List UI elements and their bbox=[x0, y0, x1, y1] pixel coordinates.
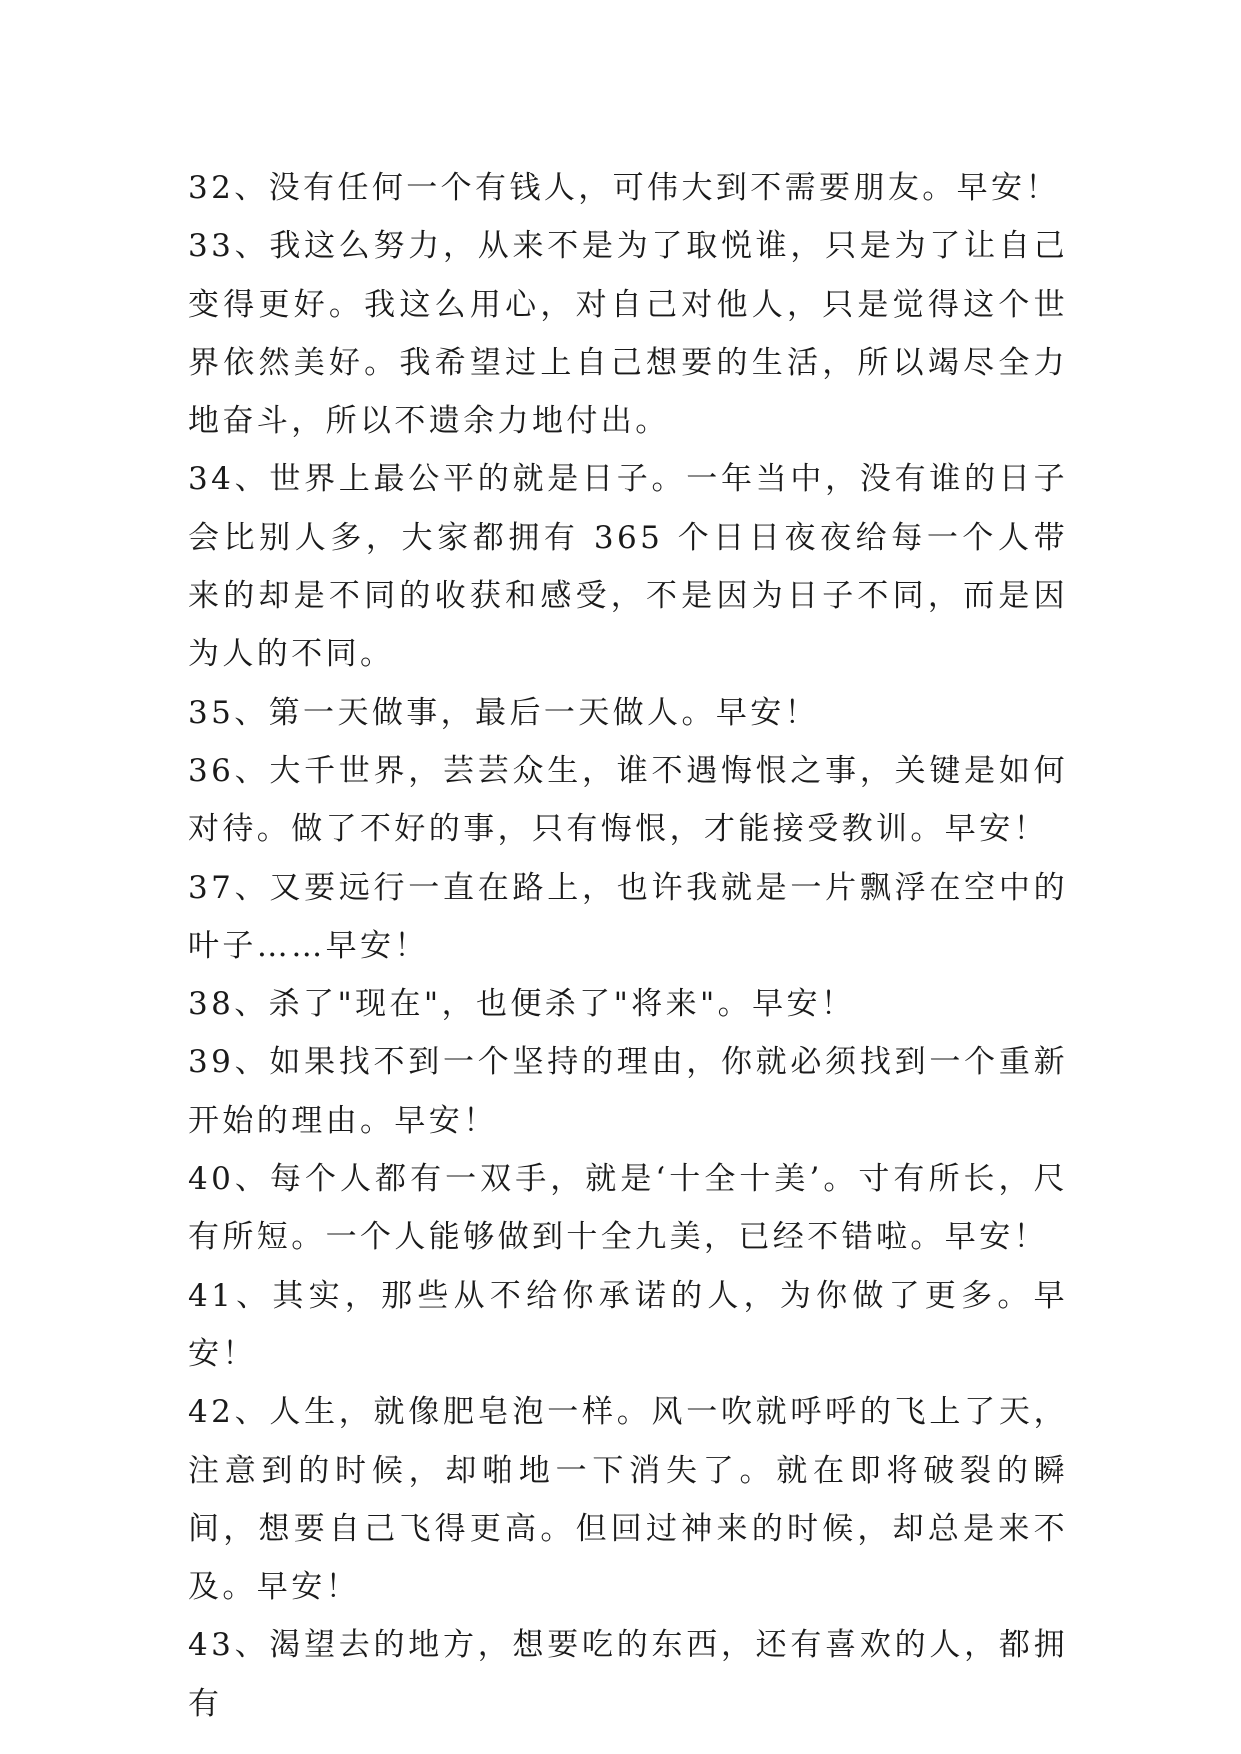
paragraph-42: 42、人生，就像肥皂泡一样。风一吹就呼呼的飞上了天，注意到的时候，却啪地一下消失了。就在即将破裂的瞬间，想要自己飞得更高。但回过神来的时候，却总是来不及。早安！ bbox=[188, 1394, 1068, 1606]
paragraph-33: 33、我这么努力，从来不是为了取悦谁，只是为了让自己变得更好。我这么用心，对自己对他人，只是觉得这个世界依然美好。我希望过上自己想要的生活，所以竭尽全力地奋斗，所以不遗余力地付出。 bbox=[188, 228, 1068, 440]
paragraph-39: 39、如果找不到一个坚持的理由，你就必须找到一个重新开始的理由。早安！ bbox=[188, 1044, 1068, 1139]
paragraph-41: 41、其实，那些从不给你承诺的人，为你做了更多。早安！ bbox=[188, 1277, 1068, 1372]
document-body bbox=[188, 159, 1068, 1733]
paragraph-34: 34、世界上最公平的就是日子。一年当中，没有谁的日子会比别人多，大家都拥有 365 个日日夜夜给每一个人带来的却是不同的收获和感受，不是因为日子不同，而是因为人的不同。 bbox=[188, 461, 1068, 673]
paragraph-37: 37、又要远行一直在路上，也许我就是一片飘浮在空中的叶子……早安！ bbox=[188, 869, 1068, 964]
paragraph-36: 36、大千世界，芸芸众生，谁不遇悔恨之事，关键是如何对待。做了不好的事，只有悔恨，才能接受教训。早安！ bbox=[188, 752, 1068, 848]
paragraph-43: 43、渴望去的地方，想要吃的东西，还有喜欢的人，都拥有 bbox=[188, 1627, 1068, 1722]
paragraph-38: 38、杀了"现在"，也便杀了"将来"。早安！ bbox=[188, 986, 856, 1023]
paragraph-32: 32、没有任何一个有钱人，可伟大到不需要朋友。早安！ bbox=[188, 170, 1060, 206]
paragraph-35: 35、第一天做事，最后一天做人。早安！ bbox=[188, 694, 820, 731]
paragraph-40: 40、每个人都有一双手，就是‘十全十美’。寸有所长，尺有所短。一个人能够做到十全九美，已经不错啦。早安！ bbox=[188, 1161, 1068, 1256]
